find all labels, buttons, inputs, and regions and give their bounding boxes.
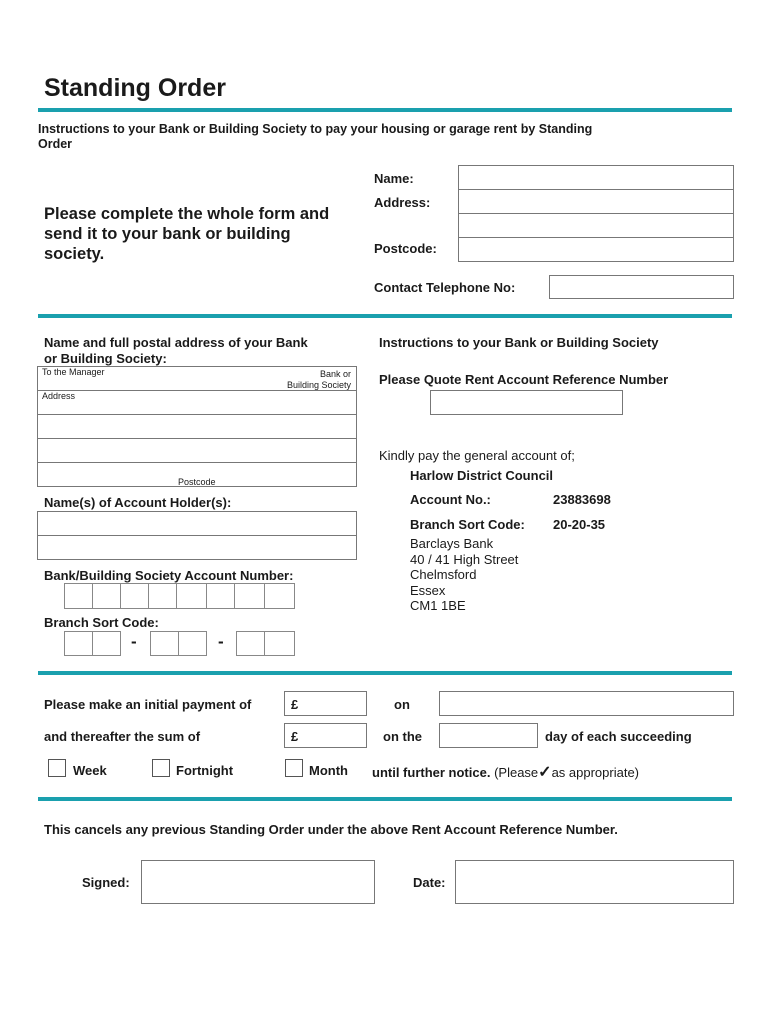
sort-code-digit-4[interactable] (178, 631, 207, 656)
signed-label: Signed: (82, 875, 130, 890)
address-hint: Address (42, 391, 76, 401)
account-holder-field-1[interactable] (37, 511, 357, 536)
form-subtitle: Instructions to your Bank or Building Society to pay your housing or garage rent by Standing Order (38, 122, 593, 151)
account-holder-field-2[interactable] (37, 535, 357, 560)
sort-code-dash-2: - (218, 632, 224, 651)
regular-currency: £ (291, 729, 299, 744)
fortnight-checkbox[interactable] (152, 759, 170, 777)
on-label: on (394, 697, 410, 712)
applicant-postcode-field[interactable] (458, 237, 734, 262)
phone-label: Contact Telephone No: (374, 280, 516, 295)
to-manager-hint: To the Manager (42, 367, 105, 377)
rent-reference-field[interactable] (430, 390, 623, 415)
instructions-heading: Instructions to your Bank or Building Society (379, 335, 659, 350)
sort-code-digit-5[interactable] (236, 631, 265, 656)
section-rule-3 (38, 797, 732, 801)
signature-field[interactable] (141, 860, 375, 904)
date-label: Date: (413, 875, 446, 890)
sort-code-label: Branch Sort Code: (44, 615, 159, 630)
title-rule (38, 108, 732, 112)
address-label: Address: (374, 195, 431, 210)
sort-code-digit-3[interactable] (150, 631, 179, 656)
section-rule-1 (38, 314, 732, 318)
sort-code-digit-2[interactable] (92, 631, 121, 656)
account-number-label: Bank/Building Society Account Number: (44, 568, 294, 583)
bank-or-hint: Bank or Building Society (286, 369, 351, 390)
account-digit-1[interactable] (64, 583, 93, 609)
sort-code-digit-1[interactable] (64, 631, 93, 656)
payee-account-label: Account No.: (410, 492, 491, 507)
week-checkbox[interactable] (48, 759, 66, 777)
account-digit-5[interactable] (176, 583, 207, 609)
sort-code-dash-1: - (131, 632, 137, 651)
section-rule-2 (38, 671, 732, 675)
month-label: Month (309, 763, 348, 778)
phone-field[interactable] (549, 275, 734, 299)
name-label: Name: (374, 171, 414, 186)
payee-account-value: 23883698 (553, 492, 611, 507)
payee-sort-code-label: Branch Sort Code: (410, 517, 525, 532)
bank-address-heading: Name and full postal address of your Bank or Building Society: (44, 335, 308, 366)
account-holders-label: Name(s) of Account Holder(s): (44, 495, 232, 510)
payment-day-field[interactable] (439, 723, 538, 748)
complete-notice: Please complete the whole form and send it to your bank or building society. (44, 205, 330, 263)
payee-bank-address: Barclays Bank 40 / 41 High Street Chelmsford Essex CM1 1BE (410, 536, 519, 613)
account-digit-3[interactable] (120, 583, 149, 609)
sort-code-digit-6[interactable] (264, 631, 295, 656)
frequency-instruction: until further notice. (Please✓as appropriate) (372, 764, 640, 781)
postcode-label: Postcode: (374, 241, 437, 256)
initial-currency: £ (291, 697, 299, 712)
applicant-address-field-2[interactable] (458, 213, 734, 238)
initial-date-field[interactable] (439, 691, 734, 716)
payee-name: Harlow District Council (410, 468, 554, 483)
payee-sort-code-value: 20-20-35 (553, 517, 606, 532)
applicant-address-field-1[interactable] (458, 189, 734, 214)
month-checkbox[interactable] (285, 759, 303, 777)
initial-payment-label: Please make an initial payment of (44, 697, 252, 712)
fortnight-label: Fortnight (176, 763, 234, 778)
account-digit-6[interactable] (206, 583, 235, 609)
bank-address-field-3[interactable] (37, 438, 357, 463)
day-succeeding-label: day of each succeeding (545, 729, 692, 744)
tick-icon: ✓ (538, 764, 552, 781)
bank-address-field-1[interactable] (37, 390, 357, 415)
account-digit-7[interactable] (234, 583, 265, 609)
bank-address-field-2[interactable] (37, 414, 357, 439)
on-the-label: on the (383, 729, 422, 744)
account-digit-4[interactable] (148, 583, 177, 609)
date-field[interactable] (455, 860, 734, 904)
account-digit-2[interactable] (92, 583, 121, 609)
cancel-notice: This cancels any previous Standing Order under the above Rent Account Reference Number. (44, 822, 618, 837)
account-digit-8[interactable] (264, 583, 295, 609)
thereafter-label: and thereafter the sum of (44, 729, 201, 744)
quote-reference-label: Please Quote Rent Account Reference Number (379, 372, 669, 387)
week-label: Week (73, 763, 107, 778)
postcode-hint: Postcode (178, 477, 216, 487)
applicant-name-field[interactable] (458, 165, 734, 190)
kindly-pay-text: Kindly pay the general account of; (379, 448, 575, 463)
page-title: Standing Order (44, 74, 226, 102)
